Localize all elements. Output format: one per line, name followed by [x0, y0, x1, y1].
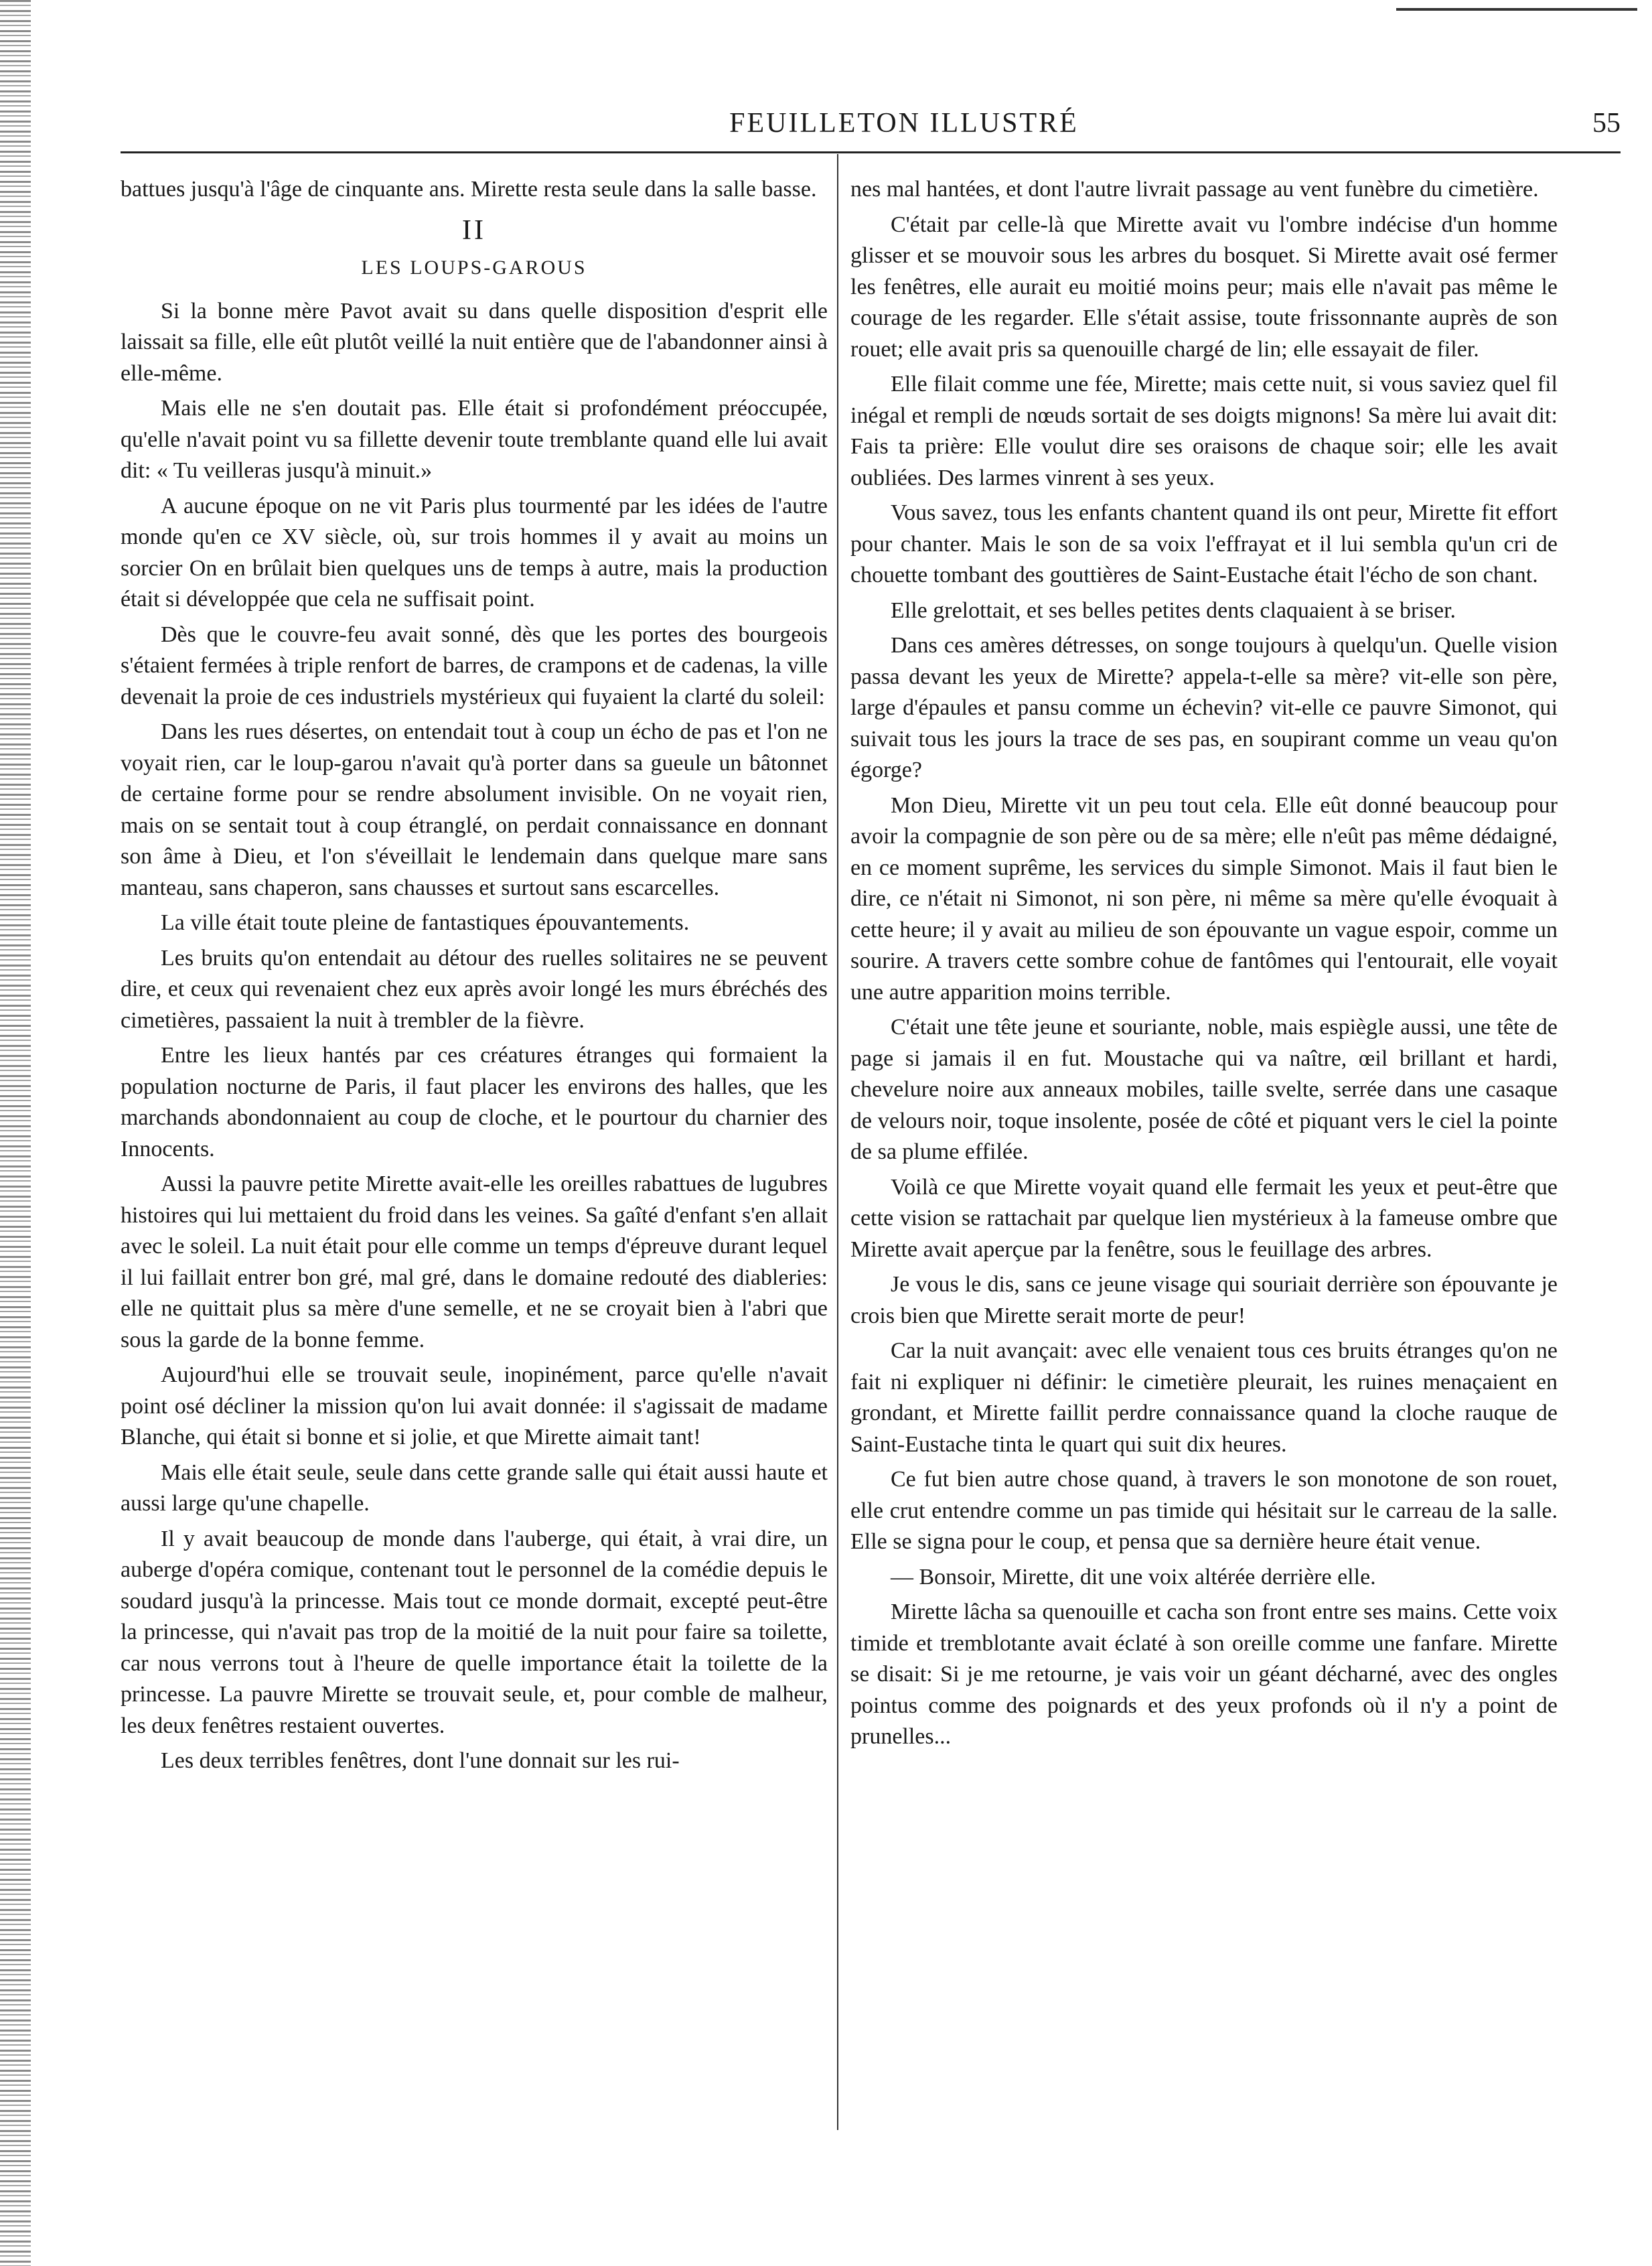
paragraph: Mon Dieu, Mirette vit un peu tout cela. Elle eût donné beaucoup pour avoir la compagnie de son père ou de sa mère; elle n'eût pas même dédaigné, en ce moment suprême, les services du simple Simonot. Mais il faut bien le dire, ce n'était ni Simonot, ni son père, ni même sa mère qu'elle évoquait à cette heure; il y avait au milieu de son épouvante un vague espoir, comme un sourire. A travers cette sombre cohue de fantômes qui l'entourait, elle voyait une autre apparition moins terrible.	[850, 792, 1558, 1005]
paragraph: A aucune époque on ne vit Paris plus tourmenté par les idées de l'autre monde qu'en ce XV siècle, où, sur trois hommes il y avait au moins un sorcier On en brûlait bien quelques uns de temps à autre, mais la production était si développée que cela ne suffisait point.	[121, 493, 828, 612]
paragraph: Je vous le dis, sans ce jeune visage qui souriait derrière son épouvante je crois bien que Mirette serait morte de peur!	[850, 1272, 1558, 1328]
paragraph: C'était une tête jeune et souriante, noble, mais espiègle aussi, une tête de page si jamais il en fut. Moustache qui va naître, œil brillant et hardi, chevelure noire aux anneaux mobiles, taille svelte, serrée dans une casaque de velours noir, toque insolente, posée de côté et piquant vers le ciel la pointe de sa plume effilée.	[850, 1015, 1558, 1164]
page-number: 55	[1592, 108, 1621, 139]
paragraph: Mirette lâcha sa quenouille et cacha son front entre ses mains. Cette voix timide et tremblotante avait éclaté à son oreille comme une fanfare. Mirette se disait: Si je me retourne, je vais voir un géant décharné, avec des ongles pointus comme des poignards et des yeux profonds où il n'y a point de prunelles...	[850, 1600, 1558, 1749]
paragraph: Aujourd'hui elle se trouvait seule, inopinément, parce qu'elle n'avait point osé décliner la mission qu'on lui avait donnée: il s'agissait de madame Blanche, qui était si bonne et si jolie, et que Mirette aimait tant!	[121, 1362, 828, 1449]
paragraph: Mais elle ne s'en doutait pas. Elle était si profondément préoccupée, qu'elle n'avait point vu sa fillette devenir toute tremblante quand elle lui avait dit: « Tu veilleras jusqu'à minuit.»	[121, 396, 828, 483]
top-rule	[1396, 8, 1637, 11]
scan-edge	[0, 0, 31, 2266]
chapter-title: LES LOUPS-GAROUS	[361, 257, 587, 279]
paragraph: Dans ces amères détresses, on songe toujours à quelqu'un. Quelle vision passa devant les yeux de Mirette? appela-t-elle sa mère? vit-elle son père, large d'épaules et pansu comme un échevin? vit-elle ce pauvre Simonot, qui suivait tous les jours la trace de ses pas, en soupirant comme un veau qu'on égorge?	[850, 633, 1558, 782]
paragraph: Elle grelottait, et ses belles petites dents claquaient à se briser.	[891, 597, 1456, 623]
paragraph: Elle filait comme une fée, Mirette; mais cette nuit, si vous saviez quel fil inégal et rempli de nœuds sortait de ses doigts mignons! Sa mère lui avait dit: Fais ta prière: Elle voulut dire ses oraisons de chaque soir; elle les avait oubliées. Des larmes vinrent à ses yeux.	[850, 372, 1558, 490]
running-head: FEUILLETON ILLUSTRÉ	[729, 108, 1079, 139]
paragraph: Il y avait beaucoup de monde dans l'auberge, qui était, à vrai dire, un auberge d'opéra comique, contenant tout le personnel de la comédie depuis le soudard jusqu'à la princesse. Mais tout ce monde dormait, excepté peut-être la princesse, qui n'avait pas trop de la moitié de la nuit pour faire sa toilette, car nous verrons tout à l'heure de quelle importance était la toilette de la princesse. La pauvre Mirette se trouvait seule, et, pour comble de malheur, les deux fenêtres restaient ouvertes.	[121, 1526, 828, 1738]
left-column	[121, 174, 828, 1781]
paragraph: Dans les rues désertes, on entendait tout à coup un écho de pas et l'on ne voyait rien, car le loup-garou n'avait qu'à porter dans sa gueule un bâtonnet de certaine forme pour se rendre absolument invisible. On ne voyait rien, mais on se sentait tout à coup étranglé, on perdait connaissance en donnant son âme à Dieu, et l'on s'éveillait le lendemain dans quelque mare sans manteau, sans chaperon, sans chausses et surtout sans escarcelles.	[121, 719, 828, 900]
column-rule	[837, 154, 838, 2130]
continued-paragraph: nes mal hantées, et dont l'autre livrait passage au vent funèbre du cimetière.	[850, 177, 1539, 202]
right-column	[850, 174, 1558, 1757]
paragraph: La ville était toute pleine de fantastiques épouvantements.	[161, 910, 690, 935]
continued-paragraph: battues jusqu'à l'âge de cinquante ans. Mirette resta seule dans la salle basse.	[121, 177, 817, 202]
paragraph: Aussi la pauvre petite Mirette avait-elle les oreilles rabattues de lugubres histoires qui lui mettaient du froid dans les veines. Sa gaîté d'enfant s'en allait avec le soleil. La nuit était pour elle comme un temps d'épreuve durant lequel il lui faillait entrer bon gré, mal gré, dans le domaine redouté des diableries: elle ne quittait plus sa mère d'une semelle, et ne se croyait bien à l'abri que sous la garde de la bonne femme.	[121, 1172, 828, 1352]
paragraph: Les bruits qu'on entendait au détour des ruelles solitaires ne se peuvent dire, et ceux qui revenaient chez eux après avoir longé les murs ébréchés des cimetières, passaient la nuit à trembler de la fièvre.	[121, 945, 828, 1033]
header-rule	[121, 151, 1621, 153]
paragraph: Car la nuit avançait: avec elle venaient tous ces bruits étranges qu'on ne fait ni expliquer ni définir: le cimetière pleurait, les ruines menaçaient en grondant, et Mirette faillit perdre connaissance quand la cloche rauque de Saint-Eustache tinta le quart qui suit dix heures.	[850, 1338, 1558, 1457]
paragraph: Si la bonne mère Pavot avait su dans quelle disposition d'esprit elle laissait sa fille, elle eût plutôt veillé la nuit entière que de l'abandonner ainsi à elle-même.	[121, 298, 828, 386]
paragraph: Entre les lieux hantés par ces créatures étranges qui formaient la population nocturne de Paris, il faut placer les environs des halles, que les marchands abondonnaient au coup de cloche, et le pourtour du charnier des Innocents.	[121, 1043, 828, 1161]
paragraph: Les deux terribles fenêtres, dont l'une donnait sur les rui-	[161, 1748, 680, 1773]
paragraph: Vous savez, tous les enfants chantent quand ils ont peur, Mirette fit effort pour chanter. Mais le son de sa voix l'effrayat et il lui sembla qu'un cri de chouette tombant des gouttières de Saint-Eustache était l'écho de son chant.	[850, 500, 1558, 587]
chapter-number: II	[462, 214, 486, 246]
paragraph: — Bonsoir, Mirette, dit une voix altérée derrière elle.	[891, 1564, 1376, 1589]
paragraph: Voilà ce que Mirette voyait quand elle fermait les yeux et peut-être que cette vision se rattachait par quelque lien mystérieux à la fameuse ombre que Mirette avait aperçue par la fenêtre, sous le feuillage des arbres.	[850, 1174, 1558, 1262]
paragraph: Dès que le couvre-feu avait sonné, dès que les portes des bourgeois s'étaient fermées à triple renfort de barres, de crampons et de cadenas, la ville devenait la proie de ces industriels mystérieux qui fuyaient la clarté du soleil:	[121, 622, 828, 709]
paragraph: Mais elle était seule, seule dans cette grande salle qui était aussi haute et aussi large qu'une chapelle.	[121, 1460, 828, 1516]
paragraph: Ce fut bien autre chose quand, à travers le son monotone de son rouet, elle crut entendre comme un pas timide qui hésitait sur le carreau de la salle. Elle se signa pour le coup, et pensa que sa dernière heure était venue.	[850, 1467, 1558, 1554]
page-header	[121, 107, 1621, 147]
paragraph: C'était par celle-là que Mirette avait vu l'ombre indécise d'un homme glisser et se mouvoir sous les arbres du bosquet. Si Mirette avait osé fermer les fenêtres, elle aurait eu moitié moins peur; mais elle n'avait pas même le courage de les regarder. Elle s'était assise, toute frissonnante auprès de son rouet; elle avait pris sa quenouille chargé de lin; elle essayait de filer.	[850, 212, 1558, 362]
